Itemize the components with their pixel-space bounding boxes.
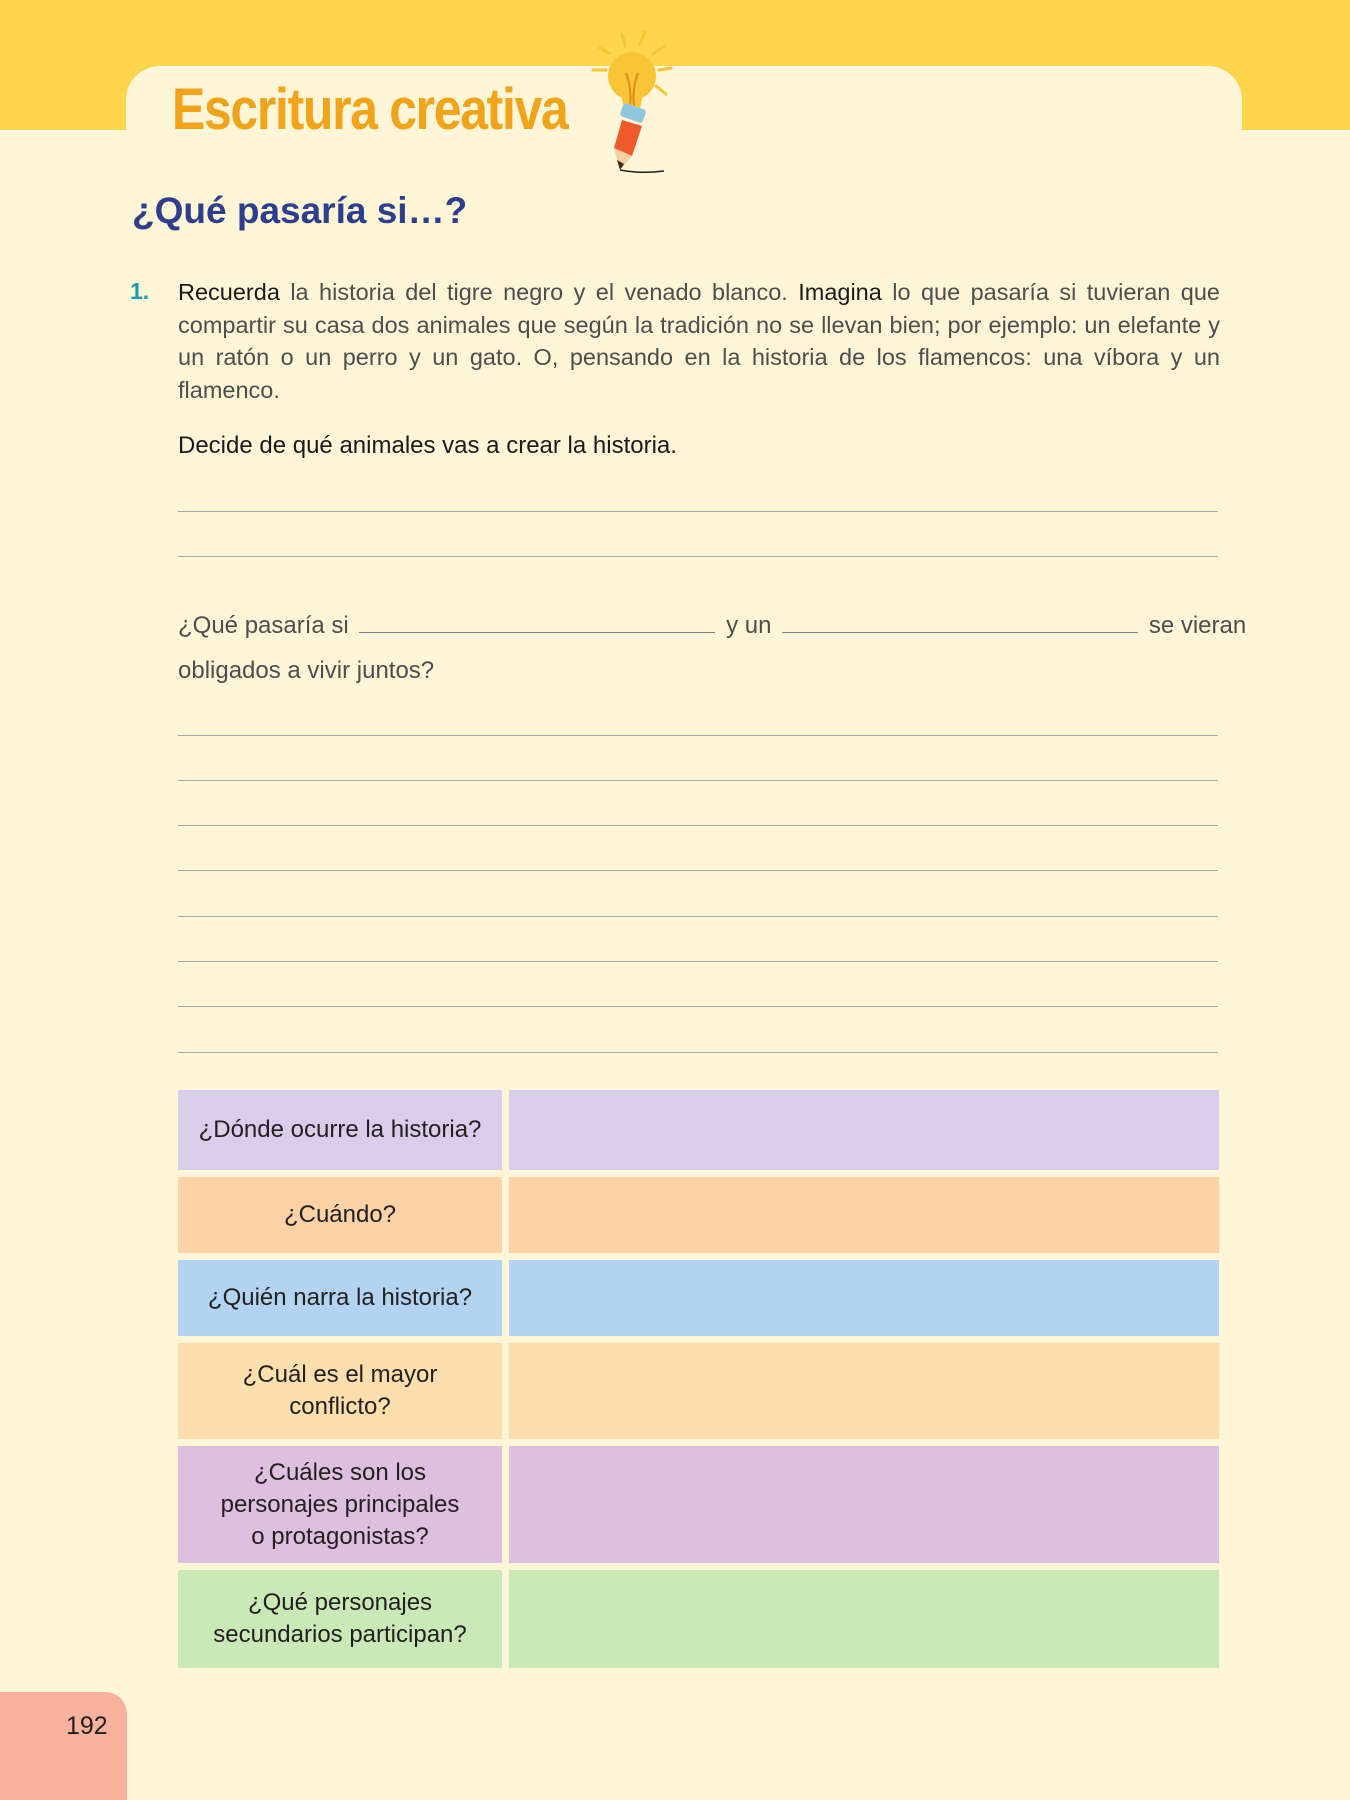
activity-number: 1. bbox=[130, 278, 150, 304]
writing-line[interactable] bbox=[178, 511, 1218, 512]
keyword-recuerda: Recuerda bbox=[178, 279, 280, 305]
page-number-tab bbox=[0, 1692, 127, 1800]
sentence-line-2: obligados a vivir juntos? bbox=[178, 657, 435, 684]
keyword-imagina: Imagina bbox=[798, 279, 882, 305]
question-cell: ¿Cuáles son los personajes principales o protagonistas? bbox=[178, 1446, 502, 1563]
instruction-text-1: la historia del tigre negro y el venado blanco. bbox=[279, 279, 799, 305]
writing-line[interactable] bbox=[178, 1006, 1218, 1007]
writing-line[interactable] bbox=[178, 1052, 1218, 1053]
table-row-narrador bbox=[178, 1260, 1219, 1336]
instruction-text-2: lo que pasaría si tuvieran que compartir su casa dos animales que según la tradición no se llevan bien; por ejemplo: un elefante y un ratón o un perro y un gato. O, pensando en la historia de los flamencos: una víbora y un flamenco. bbox=[178, 279, 1220, 403]
sentence-part-2: y un bbox=[726, 612, 772, 639]
fill-in-sentence bbox=[178, 612, 1246, 640]
writing-line[interactable] bbox=[178, 870, 1218, 871]
table-row-cuando bbox=[178, 1177, 1219, 1253]
writing-line[interactable] bbox=[178, 735, 1218, 736]
writing-line[interactable] bbox=[178, 825, 1218, 826]
sentence-part-1: ¿Qué pasaría si bbox=[178, 612, 349, 639]
decide-prompt: Decide de qué animales vas a crear la historia. bbox=[178, 432, 677, 459]
question-cell: ¿Cuándo? bbox=[178, 1177, 502, 1253]
table-row-donde bbox=[178, 1090, 1219, 1170]
answer-cell[interactable] bbox=[509, 1177, 1219, 1253]
answer-cell[interactable] bbox=[509, 1260, 1219, 1336]
section-subtitle: ¿Qué pasaría si…? bbox=[132, 190, 468, 231]
writing-line[interactable] bbox=[178, 780, 1218, 781]
answer-cell[interactable] bbox=[509, 1570, 1219, 1668]
page-number: 192 bbox=[66, 1712, 108, 1740]
table-row-conflicto bbox=[178, 1343, 1219, 1439]
writing-line[interactable] bbox=[178, 961, 1218, 962]
blank-animal-1[interactable] bbox=[359, 614, 715, 633]
page-title: Escritura creativa bbox=[172, 77, 568, 142]
question-cell: ¿Dónde ocurre la historia? bbox=[178, 1090, 502, 1170]
answer-cell[interactable] bbox=[509, 1343, 1219, 1439]
writing-line[interactable] bbox=[178, 556, 1218, 557]
activity-instructions bbox=[178, 276, 1220, 406]
table-row-protagonistas bbox=[178, 1446, 1219, 1563]
lightbulb-pencil-icon bbox=[580, 28, 690, 178]
blank-animal-2[interactable] bbox=[782, 614, 1138, 633]
question-cell: ¿Qué personajes secundarios participan? bbox=[178, 1570, 502, 1668]
sentence-part-3: se vieran bbox=[1148, 612, 1247, 639]
table-row-secundarios bbox=[178, 1570, 1219, 1668]
question-cell: ¿Cuál es el mayor conflicto? bbox=[178, 1343, 502, 1439]
question-cell: ¿Quién narra la historia? bbox=[178, 1260, 502, 1336]
writing-line[interactable] bbox=[178, 916, 1218, 917]
answer-cell[interactable] bbox=[509, 1090, 1219, 1170]
answer-cell[interactable] bbox=[509, 1446, 1219, 1563]
